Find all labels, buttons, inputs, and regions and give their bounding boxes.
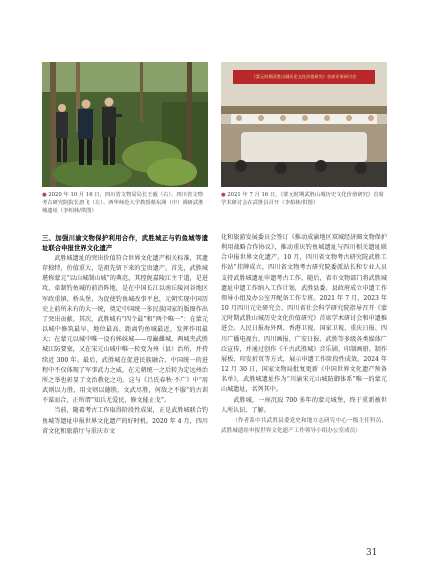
forest-scene-image [42,62,208,187]
page-number: 31 [366,548,378,558]
meeting-photo [221,62,387,187]
paragraph: 当前，随着考古工作取得阶段性成果，正是武胜城联合钓鱼城等遗址申报世界文化遗产的好时机。2020 年 4 月，四川省文化和旅游厅与重庆市文 [42,407,208,435]
caption-bullet-icon: ● [42,192,47,198]
article-column-left [42,233,208,437]
article-column-right [221,233,387,436]
photo-caption-right [221,191,387,207]
section-heading: 三、加强川渝文物保护利用合作，武胜城正与钓鱼城等遗址联合申报世界文化遗产 [42,234,208,252]
photo-caption-left [42,191,208,215]
paragraph: 化和旅游发展委员会签订《推动成渝地区双城经济圈文物保护利用战略合作协议》，推动重庆钓鱼城遗址与四川相关遗址联合申报世界文化遗产。10 月，四川省文物考古研究院武胜工作站“挂牌成立，四川省文物考古研究院委派站长和专业人员支持武胜城遗址申遗考古工作。随后，省市文物部门将武胜城遗址申遗工作纳入工作计划，武胜县委、县政府成立申遗工作领导小组及办公室开配备工作专班。2021 年 7 月，2023 年 10 月四川元史研究会、四川省社会科学研究院指导召开《蒙元时期武胜山城历史文化价值研究》首席学术研讨会和申遗推进会。人民日报海外网、香港卫视、国家卫视、重庆日报、四川广播电视台、四川画报、广安日报、武胜等多级各类媒体广泛宣传，并通过创作《千古武胜城》音乐剧、印制画册、制作展板、印发折页等方式，展示申遗工作阶段性成效。2024 年 12 月 30 日，国家文物局批复更新《中国世界文化遗产预备名单》，武胜城遗址作为“川渝宋元山城防御体系”唯一的蒙元山城遗址，名列其中。 [221,234,387,394]
caption-text: 2021 年 7 月 16 日，《蒙元时期武胜山城历史文化价值研究》首席学术研讨会在武胜县召开（李柏林/供图） [221,192,384,206]
meeting-banner-text: 《蒙元时期武胜山城历史文化价值研究》首席专家研讨会 [251,74,357,79]
author-note: （作者系中共武胜县委党史和地方志研究中心一级主任科员、武胜城遗址申报世界文化遗产工作领导小组办公室成员） [221,417,387,434]
paragraph: 武胜城遗址的突出价值符合世界文化遗产相关标准，其遗存独特，价值重大，是祖先留下来的宝贵遗产。首先，武胜城堪称蒙元“以山城制山城”的典范。其控扼嘉陵江主干道，是进攻、牵制钓鱼城的前沿阵地，是在中国长江以南丘陵河谷地区军政重镇、桥头堡，为促使钓鱼城改事平息，元朝实现中国历史上前所未有的大一统，奠定中国统一多民族国家的版图作出了突出贡献。其次，武胜城有“四个最”和“两个唯一”：在蒙元以城中修筑最早、地位最高、距离钓鱼城最近，发挥作用最大；在蒙元以城中唯一设有姊妹城——母巅雌城，两城夹武胜城江防要塞，又在宋元山城中唯一转变为州（县）治所，并持续近 300 年。最后，武胜城在促进民族融合、中国统一的进程中不仅体现了军事武力之威，在元朝统一之后转为定远州治所之举也彰显了文治教化之功。这与《吕氏春秋·不广》中“用武则以力胜，用文则以德胜，文武尽胜，何敌之不服”的古训不谋而合，正所谓“知兵尤爱民，修文能止戈”。 [42,255,208,405]
paragraph: 武胜城，一座沉寂 700 多年的蒙元城堡，终于重新被世人所认识、了解。 [221,396,387,414]
caption-text: 2020 年 10 月 16 日，四川省文物局局长王毅（右）、四川省文物考古研究院院长唐飞（左）、西华师范大学教授蔡东洲（中）调研武胜城遗址（李柏林/供图） [42,192,204,214]
caption-bullet-icon: ● [221,192,226,198]
survey-photo [42,62,208,187]
